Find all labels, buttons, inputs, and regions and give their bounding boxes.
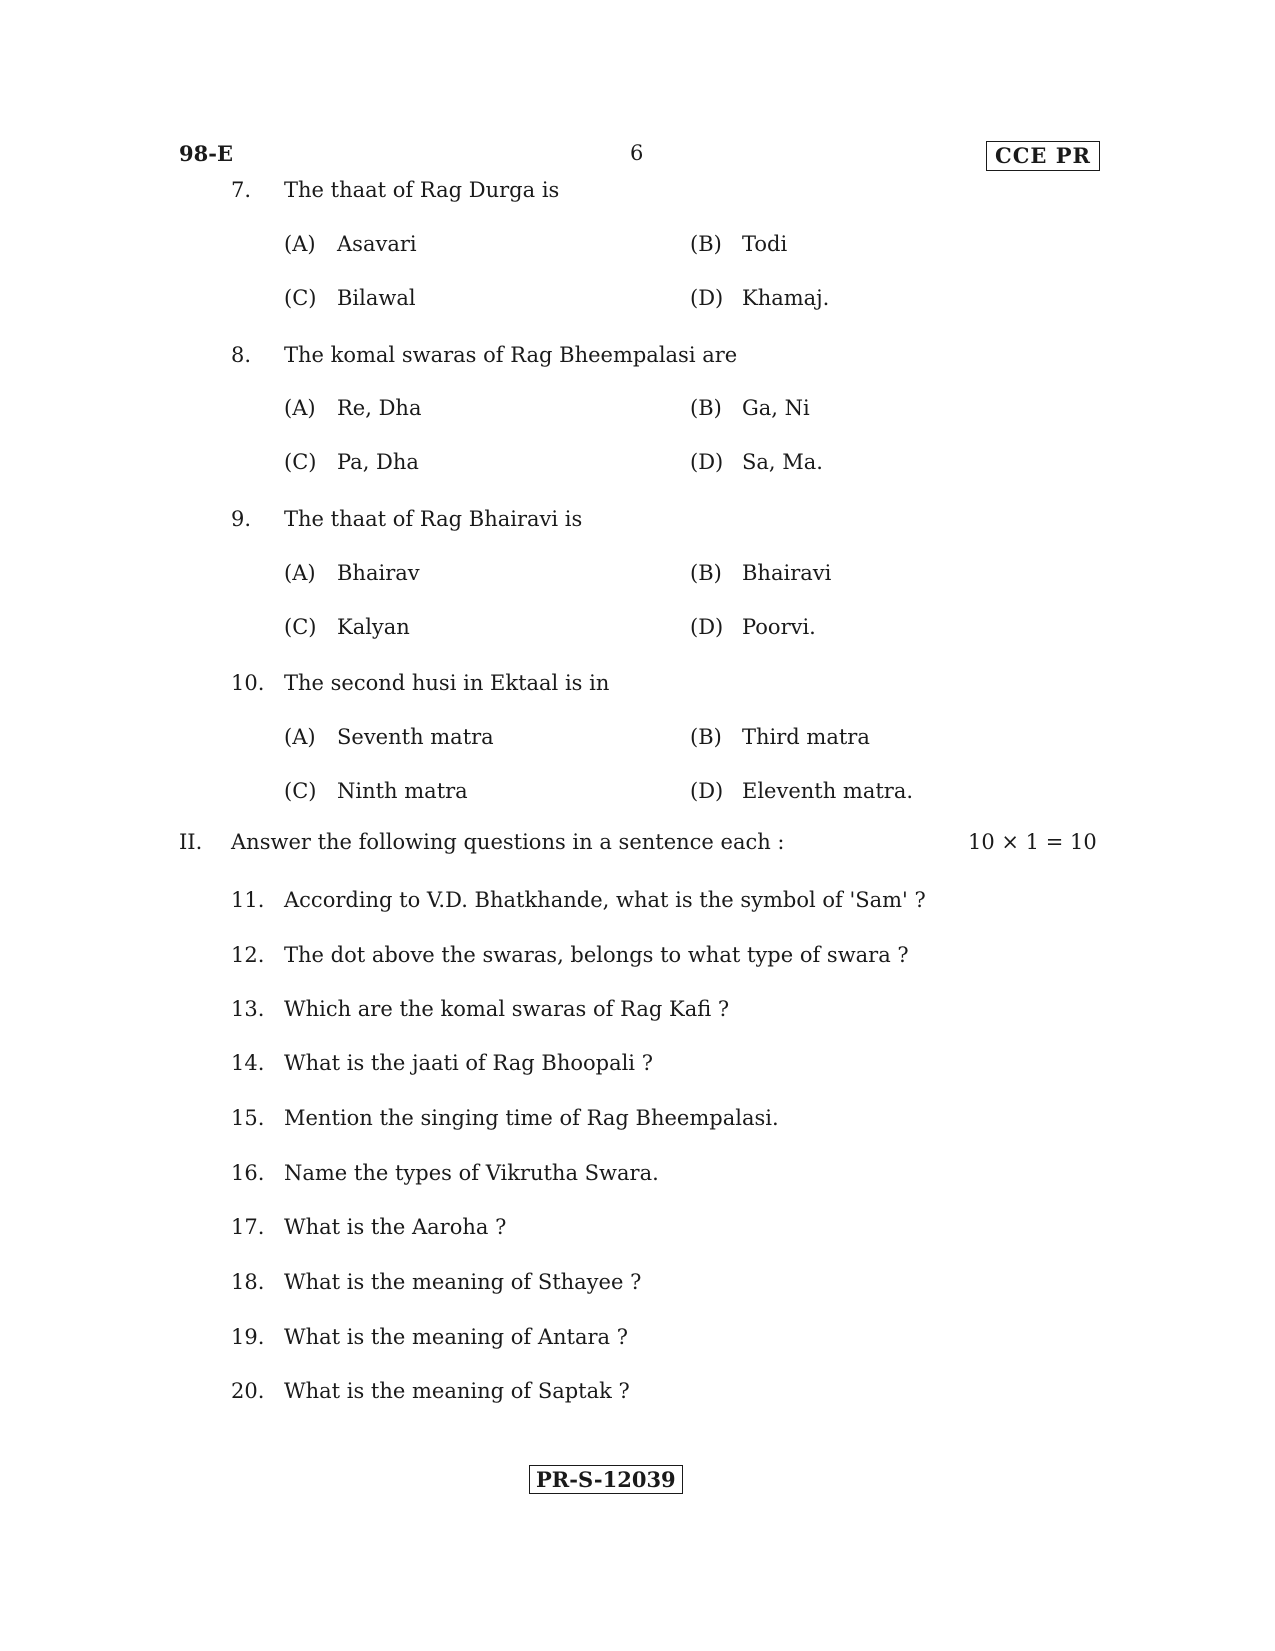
- option-d-label: (D): [690, 779, 724, 803]
- question-number: 10.: [231, 671, 265, 695]
- footer-code-box: PR-S-12039: [529, 1465, 683, 1494]
- option-c-label: (C): [284, 286, 317, 310]
- option-d-text: Khamaj.: [742, 286, 830, 310]
- option-c-text: Kalyan: [337, 615, 410, 639]
- question-number: 15.: [231, 1106, 265, 1130]
- option-a-label: (A): [284, 725, 316, 749]
- option-c-text: Bilawal: [337, 286, 416, 310]
- subject-code-box: CCE PR: [986, 141, 1100, 171]
- question-number: 9.: [231, 507, 252, 531]
- question-number: 14.: [231, 1051, 265, 1075]
- option-b-text: Ga, Ni: [742, 396, 810, 420]
- option-d-label: (D): [690, 450, 724, 474]
- option-c-label: (C): [284, 450, 317, 474]
- question-text: The thaat of Rag Durga is: [284, 178, 560, 202]
- question-number: 13.: [231, 997, 265, 1021]
- option-d-text: Poorvi.: [742, 615, 816, 639]
- question-number: 18.: [231, 1270, 265, 1294]
- option-c-text: Ninth matra: [337, 779, 468, 803]
- question-text: What is the meaning of Saptak ?: [284, 1379, 630, 1403]
- option-a-text: Asavari: [337, 232, 417, 256]
- option-a-label: (A): [284, 561, 316, 585]
- option-b-text: Third matra: [742, 725, 870, 749]
- option-b-label: (B): [690, 725, 722, 749]
- question-text: Name the types of Vikrutha Swara.: [284, 1161, 659, 1185]
- question-text: What is the meaning of Sthayee ?: [284, 1270, 642, 1294]
- question-text: The thaat of Rag Bhairavi is: [284, 507, 583, 531]
- question-text: According to V.D. Bhatkhande, what is the symbol of 'Sam' ?: [284, 888, 926, 912]
- question-number: 20.: [231, 1379, 265, 1403]
- question-text: The komal swaras of Rag Bheempalasi are: [284, 343, 738, 367]
- section-numeral: II.: [179, 830, 203, 854]
- question-text: The dot above the swaras, belongs to what type of swara ?: [284, 943, 909, 967]
- option-d-text: Eleventh matra.: [742, 779, 914, 803]
- option-b-text: Bhairavi: [742, 561, 832, 585]
- question-text: What is the meaning of Antara ?: [284, 1325, 628, 1349]
- section-marks: 10 × 1 = 10: [968, 830, 1097, 854]
- option-a-text: Seventh matra: [337, 725, 494, 749]
- option-b-label: (B): [690, 561, 722, 585]
- question-number: 12.: [231, 943, 265, 967]
- option-b-label: (B): [690, 396, 722, 420]
- option-a-label: (A): [284, 232, 316, 256]
- option-c-text: Pa, Dha: [337, 450, 419, 474]
- option-c-label: (C): [284, 779, 317, 803]
- option-b-text: Todi: [742, 232, 788, 256]
- question-number: 16.: [231, 1161, 265, 1185]
- option-d-label: (D): [690, 615, 724, 639]
- option-a-text: Re, Dha: [337, 396, 422, 420]
- section-instruction: Answer the following questions in a sentence each :: [231, 830, 785, 854]
- question-text: The second husi in Ektaal is in: [284, 671, 610, 695]
- question-text: Mention the singing time of Rag Bheempalasi.: [284, 1106, 779, 1130]
- question-number: 19.: [231, 1325, 265, 1349]
- option-d-label: (D): [690, 286, 724, 310]
- option-d-text: Sa, Ma.: [742, 450, 823, 474]
- option-b-label: (B): [690, 232, 722, 256]
- question-text: Which are the komal swaras of Rag Kafi ?: [284, 997, 730, 1021]
- paper-code: 98-E: [179, 141, 233, 166]
- option-a-text: Bhairav: [337, 561, 420, 585]
- option-c-label: (C): [284, 615, 317, 639]
- question-text: What is the Aaroha ?: [284, 1215, 507, 1239]
- question-number: 11.: [231, 888, 265, 912]
- option-a-label: (A): [284, 396, 316, 420]
- question-number: 7.: [231, 178, 252, 202]
- question-number: 17.: [231, 1215, 265, 1239]
- page-number: 6: [630, 141, 644, 165]
- question-text: What is the jaati of Rag Bhoopali ?: [284, 1051, 653, 1075]
- question-number: 8.: [231, 343, 252, 367]
